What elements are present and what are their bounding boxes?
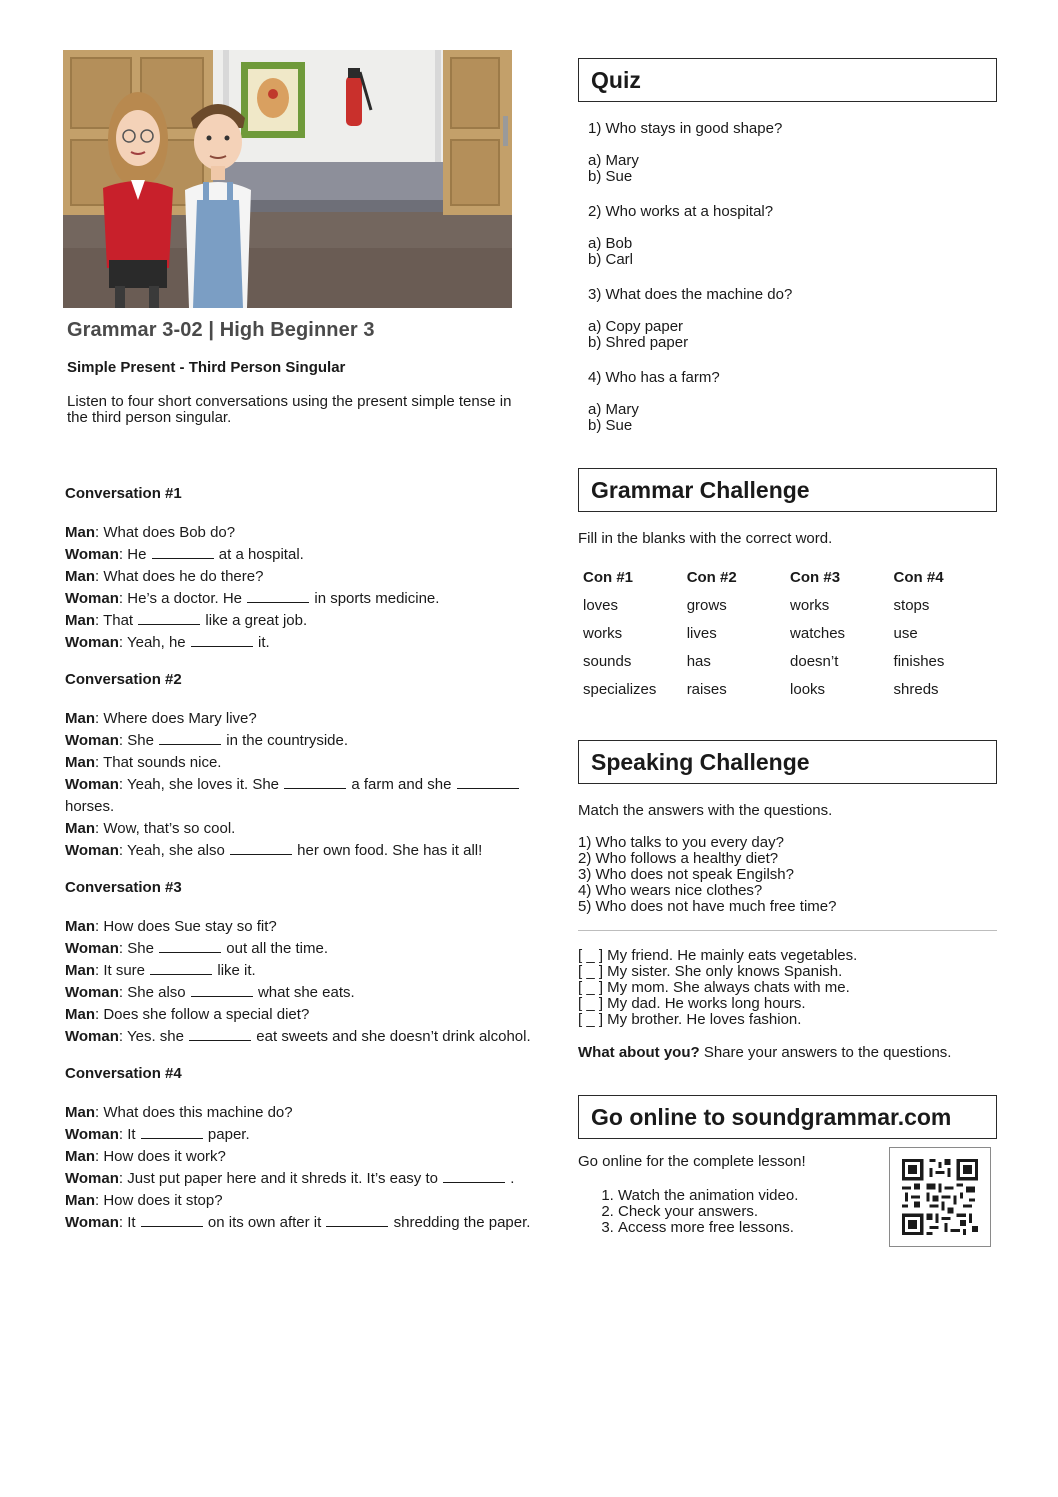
fill-in-blank[interactable] <box>152 545 214 559</box>
conversation <box>65 1065 535 1234</box>
fill-in-blank[interactable] <box>247 589 309 603</box>
dialogue-line <box>65 1146 535 1168</box>
fill-in-blank[interactable] <box>189 1027 251 1041</box>
speaking-question: 1) Who talks to you every day? <box>578 834 784 851</box>
what-about-you-label: What about you? <box>578 1044 700 1061</box>
quiz-options <box>588 319 997 351</box>
dialogue-line <box>65 544 535 566</box>
word-bank-table <box>583 563 997 703</box>
table-row <box>583 619 997 647</box>
word-bank-cell: use <box>893 624 918 642</box>
dialogue-line <box>65 1212 535 1234</box>
speaker-label: Man <box>65 1148 95 1165</box>
quiz-heading: Quiz <box>578 58 997 102</box>
dialogue-text: a farm and she <box>347 776 456 793</box>
speaker-label: Woman <box>65 590 119 607</box>
dialogue-line <box>65 1026 535 1048</box>
dialogue-text: : Just put paper here and it shreds it. It’s easy to <box>118 1170 443 1187</box>
word-bank-cell: grows <box>686 596 727 614</box>
conversation-title: Conversation #1 <box>65 485 182 502</box>
speaker-label: Man <box>65 1006 95 1023</box>
word-bank-cell: specializes <box>583 680 657 698</box>
fill-in-blank[interactable] <box>326 1213 388 1227</box>
quiz-questions <box>578 120 997 434</box>
quiz-option-b[interactable]: b) Sue <box>588 168 633 185</box>
go-online-intro: Go online for the complete lesson! <box>578 1153 806 1170</box>
dialogue-line <box>65 1102 535 1124</box>
dialogue-line <box>65 1168 535 1190</box>
lesson-subtitle: Simple Present - Third Person Singular <box>67 359 346 376</box>
speaking-answer[interactable]: [ _ ] My dad. He works long hours. <box>578 995 806 1012</box>
lesson-description: Listen to four short conversations using the present simple tense in the third person singular. <box>67 393 512 426</box>
speaking-questions <box>578 835 997 915</box>
dialogue-text: : It sure <box>95 962 150 979</box>
quiz-question: 4) Who has a farm? <box>588 369 720 386</box>
dialogue-line <box>65 632 535 654</box>
lesson-column <box>63 50 533 426</box>
go-online-step: 2. Check your answers. <box>618 1204 997 1220</box>
table-header: Con #2 <box>686 568 737 586</box>
table-row <box>583 647 997 675</box>
grammar-challenge-heading: Grammar Challenge <box>578 468 997 512</box>
dialogue-text: : She <box>118 940 159 957</box>
lesson-illustration <box>63 50 512 308</box>
speaker-label: Woman <box>65 732 119 749</box>
quiz-options <box>588 236 997 268</box>
dialogue-text: : What does this machine do? <box>95 1104 293 1121</box>
speaking-answers <box>578 948 997 1028</box>
dialogue-line <box>65 1124 535 1146</box>
dialogue-line <box>65 730 535 752</box>
dialogue-text: like a great job. <box>201 612 308 629</box>
dialogue-text: . <box>506 1170 515 1187</box>
speaking-question: 2) Who follows a healthy diet? <box>578 850 779 867</box>
quiz-option-a[interactable]: a) Bob <box>588 235 633 252</box>
dialogue-text: : It <box>118 1214 140 1231</box>
word-bank-cell: stops <box>893 596 930 614</box>
speaker-label: Man <box>65 820 95 837</box>
conversation <box>65 485 535 654</box>
fill-in-blank[interactable] <box>284 775 346 789</box>
word-bank-cell: doesn’t <box>790 652 839 670</box>
speaker-label: Man <box>65 612 95 629</box>
speaking-answer[interactable]: [ _ ] My sister. She only knows Spanish. <box>578 963 843 980</box>
dialogue-text: : Yes. she <box>118 1028 189 1045</box>
speaker-label: Woman <box>65 984 119 1001</box>
dialogue-text: eat sweets and she doesn’t drink alcohol. <box>252 1028 531 1045</box>
fill-in-blank[interactable] <box>159 939 221 953</box>
speaker-label: Man <box>65 754 95 771</box>
fill-in-blank[interactable] <box>443 1169 505 1183</box>
quiz-option-a[interactable]: a) Mary <box>588 401 639 418</box>
quiz-option-b[interactable]: b) Shred paper <box>588 334 689 351</box>
go-online-step: 1. Watch the animation video. <box>618 1188 997 1204</box>
fill-in-blank[interactable] <box>150 961 212 975</box>
grammar-instruction: Fill in the blanks with the correct word. <box>578 530 833 547</box>
speaker-label: Man <box>65 568 95 585</box>
fill-in-blank[interactable] <box>141 1125 203 1139</box>
dialogue-text: : It <box>118 1126 140 1143</box>
word-bank-cell: looks <box>790 680 826 698</box>
dialogue-text: : Yeah, she loves it. She <box>118 776 284 793</box>
conversation <box>65 879 535 1048</box>
dialogue-line <box>65 588 535 610</box>
word-bank-cell: sounds <box>583 652 632 670</box>
dialogue-text: : Does she follow a special diet? <box>95 1006 310 1023</box>
dialogue-text: : How does it stop? <box>95 1192 223 1209</box>
word-bank-cell: lives <box>686 624 717 642</box>
dialogue-line <box>65 818 535 840</box>
quiz-question: 2) Who works at a hospital? <box>588 203 774 220</box>
speaker-label: Woman <box>65 1170 119 1187</box>
speaker-label: Man <box>65 524 95 541</box>
word-bank-cell: works <box>583 624 623 642</box>
go-online-step: 3. Access more free lessons. <box>618 1220 997 1236</box>
word-bank-cell: watches <box>790 624 846 642</box>
table-header: Con #3 <box>790 568 841 586</box>
table-header: Con #1 <box>583 568 634 586</box>
dialogue-text: : She also <box>118 984 190 1001</box>
fill-in-blank[interactable] <box>191 983 253 997</box>
dialogue-text: in sports medicine. <box>310 590 440 607</box>
dialogue-line <box>65 938 535 960</box>
speaking-instruction: Match the answers with the questions. <box>578 802 833 819</box>
quiz-question: 3) What does the machine do? <box>588 286 793 303</box>
dialogue-text: in the countryside. <box>222 732 349 749</box>
dialogue-line <box>65 916 535 938</box>
what-about-you <box>578 1044 997 1061</box>
conversation <box>65 671 535 862</box>
dialogue-text: : What does he do there? <box>95 568 264 585</box>
fill-in-blank[interactable] <box>230 841 292 855</box>
dialogue-text: : She <box>118 732 159 749</box>
dialogue-line <box>65 522 535 544</box>
dialogue-text: : What does Bob do? <box>95 524 236 541</box>
word-bank-cell: has <box>686 652 711 670</box>
dialogue-text: : That <box>95 612 138 629</box>
speaking-question: 4) Who wears nice clothes? <box>578 882 763 899</box>
speaking-question: 5) Who does not have much free time? <box>578 898 837 915</box>
go-online-heading: Go online to soundgrammar.com <box>578 1095 997 1139</box>
speaking-answer[interactable]: [ _ ] My brother. He loves fashion. <box>578 1011 802 1028</box>
dialogue-line <box>65 708 535 730</box>
dialogue-text: : He <box>118 546 151 563</box>
fill-in-blank[interactable] <box>141 1213 203 1227</box>
lesson-title: Grammar 3-02 | High Beginner 3 <box>67 319 375 341</box>
speaker-label: Man <box>65 918 95 935</box>
dialogue-text: paper. <box>203 1126 250 1143</box>
quiz-option-b[interactable]: b) Sue <box>588 417 633 434</box>
quiz-option-a[interactable]: a) Mary <box>588 152 639 169</box>
dialogue-text: : He’s a doctor. He <box>118 590 247 607</box>
dialogue-line <box>65 610 535 632</box>
speaker-label: Woman <box>65 1126 119 1143</box>
dialogue-text: : That sounds nice. <box>95 754 222 771</box>
quiz-options <box>588 153 997 185</box>
go-online-body <box>578 1153 997 1236</box>
speaker-label: Woman <box>65 776 119 793</box>
divider <box>578 930 997 931</box>
speaking-challenge-heading: Speaking Challenge <box>578 740 997 784</box>
speaking-answer[interactable]: [ _ ] My mom. She always chats with me. <box>578 979 850 996</box>
dialogue-text: : How does it work? <box>95 1148 226 1165</box>
speaking-question: 3) Who does not speak Engilsh? <box>578 866 794 883</box>
fill-in-blank[interactable] <box>159 731 221 745</box>
dialogue-text: : Yeah, she also <box>118 842 229 859</box>
fill-in-blank[interactable] <box>457 775 519 789</box>
dialogue-line <box>65 840 535 862</box>
speaker-label: Woman <box>65 1214 119 1231</box>
what-about-you-text: Share your answers to the questions. <box>699 1044 952 1061</box>
dialogue-text: out all the time. <box>222 940 328 957</box>
dialogue-text: at a hospital. <box>214 546 304 563</box>
conversations <box>65 485 535 1251</box>
dialogue-text: like it. <box>213 962 256 979</box>
dialogue-line <box>65 1190 535 1212</box>
speaker-label: Woman <box>65 940 119 957</box>
conversation-title: Conversation #2 <box>65 671 182 688</box>
conversation-title: Conversation #4 <box>65 1065 182 1082</box>
qr-code-icon[interactable] <box>889 1147 991 1247</box>
dialogue-text: : Where does Mary live? <box>95 710 257 727</box>
dialogue-line <box>65 1004 535 1026</box>
dialogue-line <box>65 566 535 588</box>
table-row <box>583 591 997 619</box>
speaker-label: Woman <box>65 546 119 563</box>
dialogue-text: : Yeah, he <box>118 634 190 651</box>
exercise-column <box>578 58 997 1236</box>
dialogue-text: what she eats. <box>253 984 355 1001</box>
dialogue-line <box>65 752 535 774</box>
quiz-question: 1) Who stays in good shape? <box>588 120 783 137</box>
dialogue-text: her own food. She has it all! <box>293 842 483 859</box>
dialogue-text: horses. <box>65 798 115 815</box>
fill-in-blank[interactable] <box>138 611 200 625</box>
speaker-label: Man <box>65 962 95 979</box>
word-bank-cell: shreds <box>893 680 939 698</box>
speaker-label: Man <box>65 710 95 727</box>
quiz-option-a[interactable]: a) Copy paper <box>588 318 684 335</box>
dialogue-line <box>65 982 535 1004</box>
fill-in-blank[interactable] <box>191 633 253 647</box>
speaker-label: Man <box>65 1192 95 1209</box>
word-bank-cell: raises <box>686 680 727 698</box>
quiz-option-b[interactable]: b) Carl <box>588 251 634 268</box>
table-row <box>583 675 997 703</box>
dialogue-text: on its own after it <box>203 1214 326 1231</box>
table-header: Con #4 <box>893 568 944 586</box>
dialogue-line <box>65 774 535 818</box>
word-bank-cell: finishes <box>893 652 945 670</box>
speaker-label: Man <box>65 1104 95 1121</box>
dialogue-text: : How does Sue stay so fit? <box>95 918 277 935</box>
speaker-label: Woman <box>65 842 119 859</box>
dialogue-text: shredding the paper. <box>389 1214 531 1231</box>
dialogue-line <box>65 960 535 982</box>
dialogue-text: : Wow, that’s so cool. <box>95 820 236 837</box>
speaking-answer[interactable]: [ _ ] My friend. He mainly eats vegetables. <box>578 947 858 964</box>
dialogue-text: it. <box>253 634 270 651</box>
speaker-label: Woman <box>65 634 119 651</box>
speaker-label: Woman <box>65 1028 119 1045</box>
quiz-options <box>588 402 997 434</box>
word-bank-cell: works <box>790 596 830 614</box>
word-bank-cell: loves <box>583 596 619 614</box>
conversation-title: Conversation #3 <box>65 879 182 896</box>
